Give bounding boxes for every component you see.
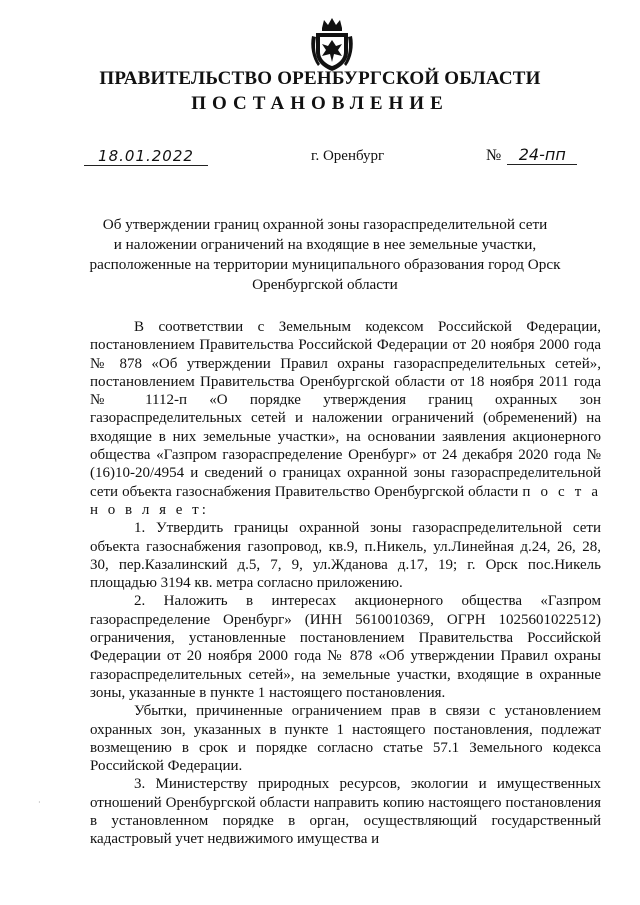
body-paragraph: 3. Министерству природных ресурсов, экологии и имущественных отношений Оренбургской области направить копию настоящего постановления в установленном порядке в орган, осуществляющий государственный кадастровый учет недвижимого имущества и — [90, 776, 601, 848]
organization-title: ПРАВИТЕЛЬСТВО ОРЕНБУРГСКОЙ ОБЛАСТИ — [99, 68, 541, 89]
decree-word: п о с т а н о в л я е т: — [90, 483, 602, 518]
body-paragraph — [90, 318, 601, 519]
number-sign: № — [486, 147, 502, 164]
subject-line: Об утверждении границ охранной зоны газораспределительной сети — [102, 216, 548, 233]
document-date: 18.01.2022 — [84, 147, 208, 166]
document-type-title: ПОСТАНОВЛЕНИЕ — [191, 93, 449, 114]
body-paragraph: Убытки, причиненные ограничением прав в связи с установлением охранных зон, указанных в пункте 1 настоящего постановления, подлежат возмещению в срок и порядке согласно статье 57.1 Земельного кодекса Российской Федерации. — [90, 703, 601, 775]
number-value: 24-пп — [507, 145, 577, 165]
margin-mark: · — [38, 798, 41, 807]
document-body — [90, 318, 601, 849]
document-subject — [80, 215, 570, 295]
subject-line: Оренбургской области — [252, 276, 398, 293]
document-number — [486, 145, 577, 165]
preamble-text: В соответствии с Земельным кодексом Российской Федерации, постановлением Правительства Российской Федерации от 20 ноября 2000 года № 878 «Об утверждении Правил охраны газораспределительных сетей», постановлением Правительства Оренбургской области от 18 ноября 2011 года № 1112-п «О порядке утверждения границ охранных зон газораспределительных сетей и наложении ограничений (обременений) на входящие в них земельные участки», на основании заявления акционерного общества «Газпром газораспределение Оренбург» от 24 декабря 2020 года № (16)10-20/4954 и сведений о границах охранной зоны газораспределительной сети объекта газоснабжения Правительство Оренбургской области — [90, 319, 601, 500]
body-paragraph: 2. Наложить в интересах акционерного общества «Газпром газораспределение Оренбург» (ИНН 5610010369, ОГРН 1025601022512) ограничения, установленные постановлением Правительства Российской Федерации от 20 ноября 2000 года № 878 «Об утверждении Правил охраны газораспределительных сетей», на земельные участки, входящие в охранные зоны, указанные в пункте 1 настоящего постановления. — [90, 593, 601, 701]
coat-of-arms-icon — [310, 16, 354, 72]
subject-line: расположенные на территории муниципального образования город Орск — [89, 256, 561, 273]
subject-line: и наложении ограничений на входящие в нее земельные участки, — [113, 236, 537, 253]
document-city: г. Оренбург — [311, 148, 385, 164]
body-paragraph: 1. Утвердить границы охранной зоны газораспределительной сети объекта газоснабжения газопровод, кв.9, п.Никель, ул.Линейная д.24, 26, 28, 30, пер.Казалинский д.5, 7, 9, ул.Жданова д.17, 19; г. Орск пос.Никель площадью 3194 кв. метра согласно приложению. — [90, 520, 601, 592]
